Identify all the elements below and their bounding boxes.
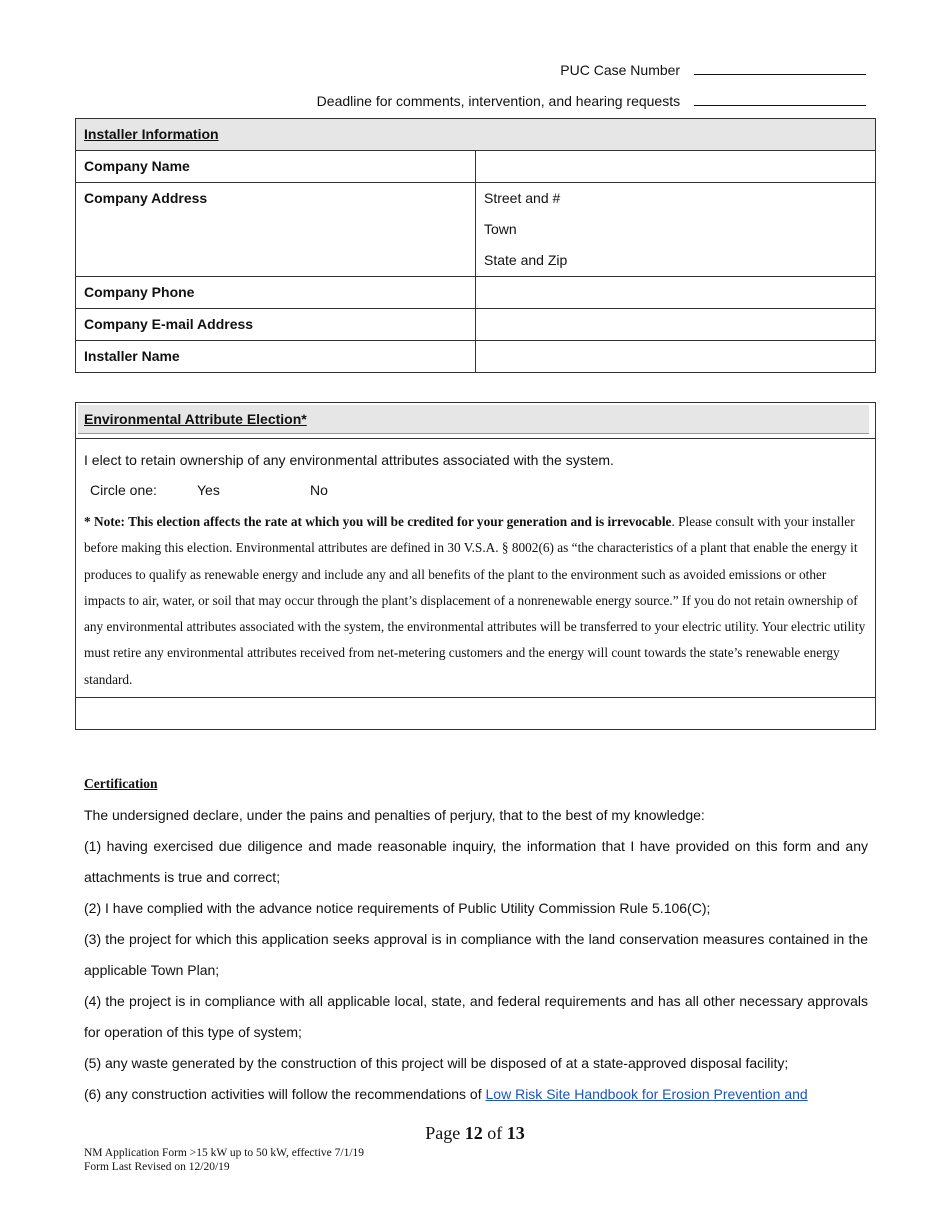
page-total: 13 xyxy=(506,1123,525,1143)
environmental-attribute-election xyxy=(75,402,876,730)
company-email-label: Company E-mail Address xyxy=(76,309,476,341)
company-name-label: Company Name xyxy=(76,151,476,183)
note-bold: * Note: This election affects the rate at which you will be credited for your generation and is irrevocable xyxy=(84,514,672,529)
erosion-handbook-link[interactable]: Low Risk Site Handbook for Erosion Prevention and xyxy=(485,1086,808,1102)
installer-name-field[interactable] xyxy=(476,341,876,373)
company-name-field[interactable] xyxy=(476,151,876,183)
elect-statement: I elect to retain ownership of any environmental attributes associated with the system. xyxy=(84,452,614,468)
note-rest: . Please consult with your installer before making this election. Environmental attributes are defined in 30 V.S.A. § 8002(6) as “the characteristics of a plant that enable the energy it produces to qualify as renewable energy and include any and all benefits of the plant to the environment such as avoided emissions or other impacts to air, water, or soil that may occur through the plant’s displacement of a nonrenewable energy source.” If you do not retain ownership of any environmental attributes associated with the system, the environmental attributes will be transferred to your electric utility. Your electric utility must retire any environmental attributes received from net-metering customers and the energy will count towards the state’s renewable energy standard. xyxy=(84,514,866,687)
form-footer xyxy=(84,1146,364,1174)
company-address-field[interactable] xyxy=(476,183,876,277)
environmental-footer-row[interactable] xyxy=(76,697,875,729)
company-email-field[interactable] xyxy=(476,309,876,341)
certification-item-5: (5) any waste generated by the construction of this project will be disposed of at a state-approved disposal facility; xyxy=(84,1055,789,1071)
option-no[interactable]: No xyxy=(310,482,328,498)
page-number xyxy=(0,1123,950,1144)
page-of: of xyxy=(487,1123,503,1143)
puc-case-number-line xyxy=(560,62,866,78)
town-label: Town xyxy=(484,221,517,237)
circle-one-row xyxy=(84,475,867,505)
company-address-label: Company Address xyxy=(76,183,476,277)
circle-one-label: Circle one: xyxy=(90,482,157,498)
company-phone-field[interactable] xyxy=(476,277,876,309)
environmental-body xyxy=(76,438,875,697)
form-line-2: Form Last Revised on 12/20/19 xyxy=(84,1161,230,1173)
certification-item-4: (4) the project is in compliance with all applicable local, state, and federal requirements and has all other necessary approvals for operation of this type of system; xyxy=(84,993,868,1040)
installer-section-title: Installer Information xyxy=(76,119,875,151)
election-note xyxy=(84,509,867,693)
deadline-line xyxy=(317,93,866,109)
installer-information-table xyxy=(75,118,876,373)
page-word: Page xyxy=(425,1123,461,1143)
case-number-blank[interactable] xyxy=(694,62,866,75)
certification-body xyxy=(84,800,868,1110)
environmental-section-title: Environmental Attribute Election* xyxy=(78,405,869,434)
option-yes[interactable]: Yes xyxy=(197,482,220,498)
installer-name-label: Installer Name xyxy=(76,341,476,373)
company-phone-label: Company Phone xyxy=(76,277,476,309)
form-line-1: NM Application Form >15 kW up to 50 kW, effective 7/1/19 xyxy=(84,1147,365,1159)
page-current: 12 xyxy=(464,1123,483,1143)
certification-item-3: (3) the project for which this application seeks approval is in compliance with the land conservation measures contained in the applicable Town Plan; xyxy=(84,931,868,978)
case-number-label: PUC Case Number xyxy=(560,62,681,78)
certification-item-1: (1) having exercised due diligence and made reasonable inquiry, the information that I have provided on this form and any attachments is true and correct; xyxy=(84,838,868,885)
certification-intro: The undersigned declare, under the pains and penalties of perjury, that to the best of my knowledge: xyxy=(84,807,705,823)
certification-item-6 xyxy=(84,1079,868,1110)
certification-title: Certification xyxy=(84,776,158,791)
certification-item-2: (2) I have complied with the advance notice requirements of Public Utility Commission Rule 5.106(C); xyxy=(84,900,711,916)
item-6-prefix: (6) any construction activities will follow the recommendations of xyxy=(84,1086,486,1102)
street-label: Street and # xyxy=(484,190,561,206)
deadline-label: Deadline for comments, intervention, and hearing requests xyxy=(316,93,681,109)
state-zip-label: State and Zip xyxy=(484,252,568,268)
deadline-blank[interactable] xyxy=(694,93,866,106)
